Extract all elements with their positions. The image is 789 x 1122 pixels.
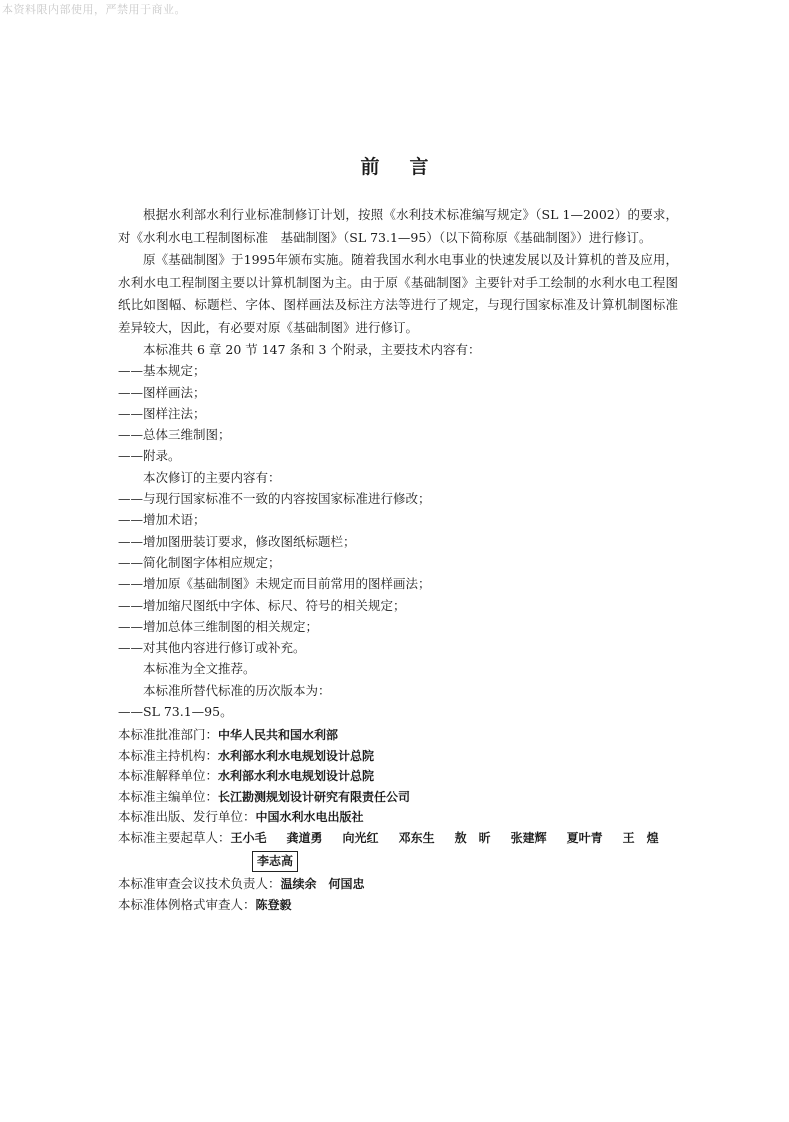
drafter-name: 王 煌 <box>622 830 659 845</box>
revision-summary-line: 本次修订的主要内容有： <box>143 469 281 485</box>
publisher-value: 中国水利水电出版社 <box>255 810 364 825</box>
host-label: 本标准主持机构： <box>118 747 219 763</box>
list-item: ——增加术语； <box>118 512 206 528</box>
review-lead-label: 本标准审查会议技术负责人： <box>118 876 281 892</box>
drafter-name: 邓东生 <box>398 830 435 845</box>
editor-line <box>118 787 678 808</box>
versions-line: 本标准所替代标准的历次版本为： <box>143 682 331 698</box>
editor-value: 长江勘测规划设计研究有限责任公司 <box>218 789 411 804</box>
list-item: ——总体三维制图； <box>118 427 231 443</box>
host-line <box>118 746 678 767</box>
list-item: ——基本规定； <box>118 363 206 379</box>
signature-block <box>118 725 678 915</box>
drafters-line <box>118 828 678 849</box>
drafter-name: 敖 昕 <box>454 830 491 845</box>
approver-label: 本标准批准部门： <box>118 727 219 743</box>
review-lead-line <box>118 874 678 895</box>
list-item: ——增加原《基础制图》未规定而目前常用的图样画法； <box>118 576 431 592</box>
interpreter-label: 本标准解释单位： <box>118 768 219 784</box>
content-summary-line: 本标准共 6 章 20 节 147 条和 3 个附录，主要技术内容有： <box>143 342 481 357</box>
list-item: ——增加总体三维制图的相关规定； <box>118 618 319 634</box>
list-item: ——简化制图字体相应规定； <box>118 554 281 570</box>
drafter-name: 王小毛 <box>230 830 267 845</box>
host-value: 水利部水利水电规划设计总院 <box>218 748 375 763</box>
publisher-line <box>118 807 678 828</box>
approver-value: 中华人民共和国水利部 <box>218 728 339 743</box>
approver-line <box>118 725 678 746</box>
list-item: ——增加缩尺图纸中字体、标尺、符号的相关规定； <box>118 597 406 613</box>
publisher-label: 本标准出版、发行单位： <box>118 809 256 825</box>
list-item: ——附录。 <box>118 448 181 464</box>
list-item: ——图样注法； <box>118 405 206 421</box>
list-item: ——增加图册装订要求，修改图纸标题栏； <box>118 533 356 549</box>
drafter-name: 张建辉 <box>510 830 547 845</box>
boxed-drafter-name: 李志高 <box>252 851 298 872</box>
format-reviewer-value: 陈登毅 <box>255 897 292 912</box>
interpreter-value: 水利部水利水电规划设计总院 <box>218 769 375 784</box>
list-item: ——图样画法； <box>118 384 206 400</box>
watermark-text: 本资料限内部使用，严禁用于商业。 <box>2 3 186 16</box>
page-title: 前言 <box>360 156 459 178</box>
list-item: ——SL 73.1—95。 <box>118 704 233 720</box>
format-reviewer-line <box>118 895 678 916</box>
document-body <box>118 204 678 915</box>
list-item: ——对其他内容进行修订或补充。 <box>118 640 306 656</box>
review-lead-value: 温续余 何国忠 <box>280 877 365 892</box>
list-item: ——与现行国家标准不一致的内容按国家标准进行修改； <box>118 491 431 507</box>
drafter-name: 夏叶青 <box>566 830 603 845</box>
editor-label: 本标准主编单位： <box>118 788 219 804</box>
drafter-name: 向光红 <box>342 830 379 845</box>
intro-paragraph: 根据水利部水利行业标准制修订计划，按照《水利技术标准编写规定》（SL 1—2002）的要求，对《水利水电工程制图标准 基础制图》（SL 73.1—95）（以下简称原《基础制图》）进行修订。 <box>118 207 678 245</box>
format-reviewer-label: 本标准体例格式审查人： <box>118 896 256 912</box>
drafter-name: 龚道勇 <box>286 830 323 845</box>
drafters-label: 本标准主要起草人： <box>118 829 231 845</box>
background-paragraph: 原《基础制图》于1995年颁布实施。随着我国水利水电事业的快速发展以及计算机的普及应用，水利水电工程制图主要以计算机制图为主。由于原《基础制图》主要针对手工绘制的水利水电工程图纸比如图幅、标题栏、字体、图样画法及标注方法等进行了规定，与现行国家标准及计算机制图标准差异较大，因此，有必要对原《基础制图》进行修订。 <box>118 252 678 335</box>
boxed-drafter-row <box>118 848 678 874</box>
interpreter-line <box>118 766 678 787</box>
recommendation-line: 本标准为全文推荐。 <box>143 661 256 677</box>
